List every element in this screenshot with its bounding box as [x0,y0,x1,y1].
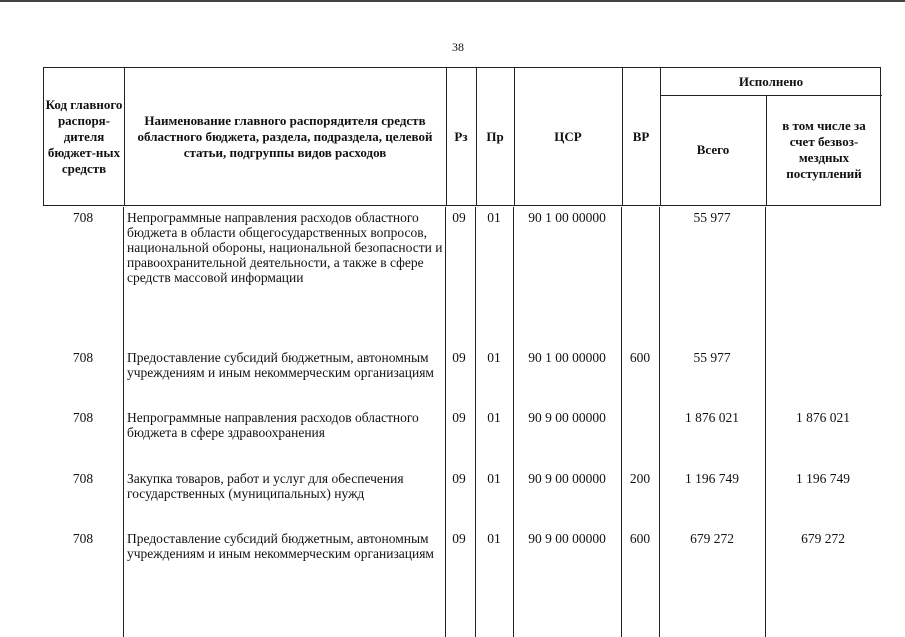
header-total: Всего [696,142,730,157]
cell-total: 55 977 [693,210,731,225]
cell-csr: 90 1 00 00000 [528,350,606,365]
cell-total: 1 876 021 [685,410,739,425]
cell-pr: 01 [487,531,501,546]
cell-name: Предоставление субсидий бюджетным, автономным учреждениям и иным некоммерческим организациям [127,531,434,561]
header-rz: Рз [454,128,468,144]
header-divider [622,68,623,205]
page-number: 38 [452,40,464,54]
cell-name: Непрограммные направления расходов областного бюджета в области общегосударственных вопросов, национальной обороны, национальной безопасности и правоохранительной деятельности, а также в сфере средств массовой информации [127,210,443,285]
header-pr: Пр [486,128,504,144]
cell-csr: 90 1 00 00000 [528,210,606,225]
header-executed: Исполнено [738,73,804,89]
cell-code: 708 [72,471,94,486]
header-free: в том числе за счет безвоз-мездных поступлений [782,118,866,181]
header-vr: ВР [632,128,650,144]
column-divider [621,207,622,637]
cell-pr: 01 [487,471,501,486]
header-divider [446,68,447,205]
table-header [43,67,881,206]
header-csr: ЦСР [554,128,582,144]
cell-rz: 09 [452,210,466,225]
column-divider [123,207,124,637]
cell-vr: 600 [629,350,651,365]
cell-code: 708 [72,350,94,365]
cell-pr: 01 [487,410,501,425]
header-code: Код главного распоря-дителя бюджет-ных средств [45,96,123,176]
cell-csr: 90 9 00 00000 [528,531,606,546]
header-divider [514,68,515,205]
cell-free: 1 196 749 [796,471,850,486]
cell-vr: 200 [629,471,651,486]
cell-code: 708 [72,531,94,546]
cell-vr: 600 [629,531,651,546]
cell-free: 679 272 [801,531,845,546]
header-divider [660,68,661,205]
header-divider [124,68,125,205]
cell-rz: 09 [452,410,466,425]
cell-name: Предоставление субсидий бюджетным, автономным учреждениям и иным некоммерческим организациям [127,350,434,380]
header-divider [660,95,882,96]
cell-total: 1 196 749 [685,471,739,486]
cell-name: Закупка товаров, работ и услуг для обеспечения государственных (муниципальных) нужд [127,471,404,501]
cell-rz: 09 [452,471,466,486]
cell-code: 708 [72,210,94,225]
cell-rz: 09 [452,350,466,365]
cell-csr: 90 9 00 00000 [528,471,606,486]
cell-total: 55 977 [693,350,731,365]
cell-free: 1 876 021 [796,410,850,425]
cell-pr: 01 [487,350,501,365]
cell-name: Непрограммные направления расходов областного бюджета в сфере здравоохранения [127,410,419,440]
header-divider [476,68,477,205]
header-divider [766,95,767,205]
cell-code: 708 [72,410,94,425]
cell-csr: 90 9 00 00000 [528,410,606,425]
cell-total: 679 272 [690,531,734,546]
cell-pr: 01 [487,210,501,225]
page-top-border [0,0,905,2]
header-name: Наименование главного распорядителя средств областного бюджета, раздела, подраздела, целевой статьи, подгруппы видов расходов [137,112,433,160]
cell-rz: 09 [452,531,466,546]
